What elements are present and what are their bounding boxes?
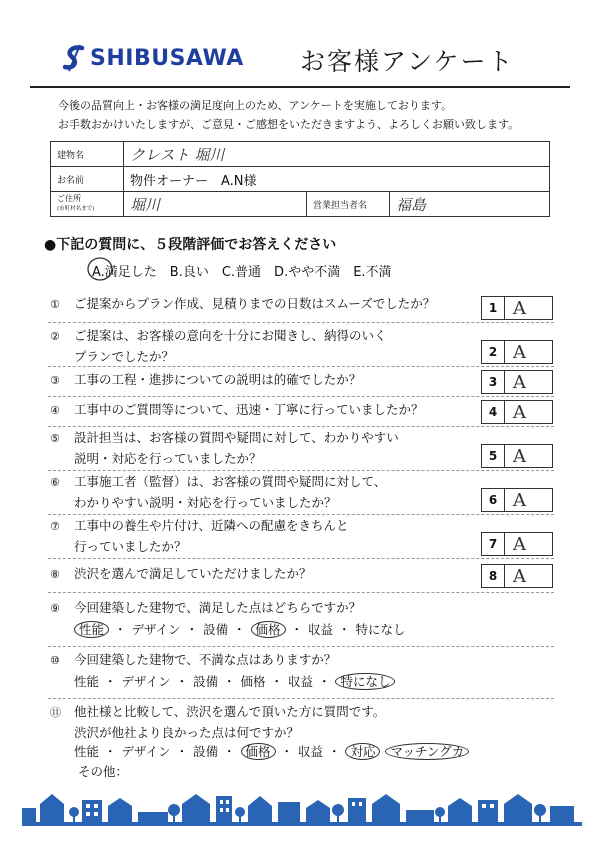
question-5 — [50, 428, 399, 469]
q11-other-label: その他： — [78, 764, 129, 779]
scale-a-circle — [86, 256, 114, 282]
staff-handwriting: 福島 — [396, 195, 427, 214]
q11-handwritten-answer: マッチングカ — [385, 743, 469, 760]
question-number: ② — [50, 330, 60, 343]
answer-box-6[interactable] — [481, 488, 553, 512]
answer-box-1[interactable] — [481, 296, 553, 320]
answer-box-8[interactable] — [481, 564, 553, 588]
divider — [48, 514, 554, 515]
divider — [48, 396, 554, 397]
q10-option-equipment[interactable]: 設備 — [193, 674, 219, 689]
answer-mark: A — [513, 297, 526, 319]
divider — [48, 426, 554, 427]
answer-mark: A — [513, 533, 526, 555]
question-text-continued: 行っていましたか？ — [74, 539, 187, 554]
name-text: 物件オーナー A.N様 — [130, 173, 257, 189]
q10-option-none[interactable]: 特になし — [335, 673, 395, 690]
question-text-continued: 渋沢が他社より良かった点は何ですか？ — [74, 725, 300, 740]
question-9 — [50, 598, 361, 619]
question-number: ④ — [50, 404, 60, 417]
question-number: ① — [50, 298, 60, 311]
question-7 — [50, 516, 349, 557]
address-value[interactable] — [124, 192, 307, 217]
q9-options: 性能 ・ デザイン ・ 設備 ・ 価格 ・ 収益 ・ 特になし — [74, 620, 405, 638]
question-number: ⑩ — [50, 654, 60, 667]
building-value[interactable] — [124, 142, 550, 167]
q9-option-price[interactable]: 価格 — [251, 621, 286, 638]
answer-box-number: 7 — [482, 533, 505, 555]
question-number: ⑧ — [50, 568, 60, 581]
question-number: ⑨ — [50, 602, 60, 615]
staff-value[interactable] — [390, 192, 550, 217]
question-3 — [50, 370, 361, 391]
q9-option-design[interactable]: デザイン — [131, 622, 181, 637]
building-label: 建物名 — [51, 142, 124, 167]
answer-mark: A — [513, 489, 526, 511]
divider — [48, 592, 554, 593]
q9-option-none[interactable]: 特になし — [355, 622, 406, 637]
answer-box-4[interactable] — [481, 400, 553, 424]
q11-options: 性能 ・ デザイン ・ 設備 ・ 価格 ・ 収益 ・ 対応 マッチングカ — [74, 742, 469, 760]
divider — [48, 698, 554, 699]
question-text: 工事中のご質問等について、迅速・丁寧に行っていましたか？ — [74, 402, 424, 417]
answer-mark: A — [513, 565, 526, 587]
q10-option-performance[interactable]: 性能 — [74, 674, 100, 689]
q10-option-profit[interactable]: 収益 — [288, 674, 314, 689]
answer-box-number: 5 — [482, 445, 505, 467]
divider — [48, 322, 554, 323]
q9-option-equipment[interactable]: 設備 — [203, 622, 229, 637]
question-text: 今回建築した建物で、不満な点はありますか？ — [74, 652, 337, 667]
question-8 — [50, 564, 312, 585]
skyline-ground — [22, 822, 582, 826]
question-text: 工事施工者（監督）は、お客様の質問や疑問に対して、 — [74, 474, 387, 489]
q11-option-price[interactable]: 価格 — [241, 743, 276, 760]
q11-option-equipment[interactable]: 設備 — [193, 744, 219, 759]
divider — [48, 558, 554, 559]
answer-mark: A — [513, 401, 526, 423]
question-number: ⑦ — [50, 520, 60, 533]
rating-heading: ●下記の質問に、５段階評価でお答えください — [44, 237, 337, 253]
question-text: ご提案からプラン作成、見積りまでの日数はスムーズでしたか？ — [74, 296, 436, 311]
question-4 — [50, 400, 424, 421]
divider — [48, 366, 554, 367]
question-6 — [50, 472, 386, 513]
question-10 — [50, 650, 336, 671]
question-text: 今回建築した建物で、満足した点はどちらですか？ — [74, 600, 362, 615]
brand-logo — [62, 44, 244, 72]
question-text: ご提案は、お客様の意向を十分にお聞きし、納得のいく — [74, 328, 387, 343]
answer-mark: A — [513, 341, 526, 363]
answer-box-number: 3 — [482, 371, 505, 393]
brand-mark-icon — [62, 44, 88, 72]
intro-line-1: 今後の品質向上・お客様の満足度向上のため、アンケートを実施しております。 — [58, 99, 453, 112]
question-number: ⑪ — [50, 706, 61, 719]
q9-option-performance[interactable]: 性能 — [74, 621, 109, 638]
q9-option-profit[interactable]: 収益 — [308, 622, 334, 637]
question-2 — [50, 326, 387, 367]
answer-box-number: 1 — [482, 297, 505, 319]
address-label — [51, 192, 124, 217]
question-11 — [50, 702, 385, 743]
answer-mark: A — [513, 445, 526, 467]
question-text-continued: 説明・対応を行っていましたか？ — [74, 451, 262, 466]
q10-option-design[interactable]: デザイン — [121, 674, 171, 689]
question-text: 工事中の養生や片付け、近隣への配慮をきちんと — [74, 518, 349, 533]
rating-scale — [92, 261, 392, 280]
q11-other[interactable] — [78, 762, 128, 780]
question-text-continued: プランでしたか？ — [74, 349, 175, 364]
staff-label: 営業担当者名 — [307, 192, 390, 217]
answer-box-2[interactable] — [481, 340, 553, 364]
address-label-text: ご住所 — [57, 194, 81, 203]
question-text-continued: わかりやすい説明・対応を行っていましたか？ — [74, 495, 337, 510]
intro-line-2: お手数おかけいたしますが、ご意見・ご感想をいただきますよう、よろしくお願い致します。 — [58, 118, 520, 131]
building-handwriting: クレスト 堀川 — [130, 145, 225, 164]
name-label: お名前 — [51, 167, 124, 192]
q10-option-price[interactable]: 価格 — [240, 674, 266, 689]
answer-box-3[interactable] — [481, 370, 553, 394]
customer-info-table — [50, 141, 550, 217]
address-sublabel: (市町村名まで) — [57, 206, 95, 212]
q11-option-performance[interactable]: 性能 — [74, 744, 100, 759]
divider — [48, 646, 554, 647]
q10-options: 性能 ・ デザイン ・ 設備 ・ 価格 ・ 収益 ・ 特になし — [74, 672, 395, 690]
question-text: 工事の工程・進捗についての説明は的確でしたか？ — [74, 372, 362, 387]
answer-box-number: 4 — [482, 401, 505, 423]
answer-box-7[interactable] — [481, 532, 553, 556]
question-text: 設計担当は、お客様の質問や疑問に対して、わかりやすい — [74, 430, 399, 445]
brand-name: SHIBUSAWA — [90, 45, 244, 71]
q11-option-design[interactable]: デザイン — [121, 744, 171, 759]
q11-option-profit[interactable]: 収益 — [298, 744, 324, 759]
answer-mark: A — [513, 371, 526, 393]
question-text: 渋沢を選んで満足していただけましたか？ — [74, 566, 312, 581]
question-number: ⑥ — [50, 476, 60, 489]
divider — [48, 470, 554, 471]
question-1 — [50, 294, 435, 315]
question-number: ⑤ — [50, 432, 60, 445]
answer-box-number: 6 — [482, 489, 505, 511]
q11-option-response[interactable]: 対応 — [345, 743, 380, 760]
answer-box-5[interactable] — [481, 444, 553, 468]
question-number: ③ — [50, 374, 60, 387]
header-rule — [30, 86, 570, 88]
answer-box-number: 2 — [482, 341, 505, 363]
skyline-illustration — [22, 790, 582, 824]
answer-box-number: 8 — [482, 565, 505, 587]
rating-scale-text: A.満足した B.良い C.普通 D.やや不満 E.不満 — [92, 265, 392, 280]
question-text: 他社様と比較して、渋沢を選んで頂いた方に質問です。 — [74, 704, 386, 719]
address-handwriting: 堀川 — [130, 195, 161, 214]
name-value[interactable] — [124, 167, 550, 192]
document-title: お客様アンケート — [300, 47, 515, 76]
